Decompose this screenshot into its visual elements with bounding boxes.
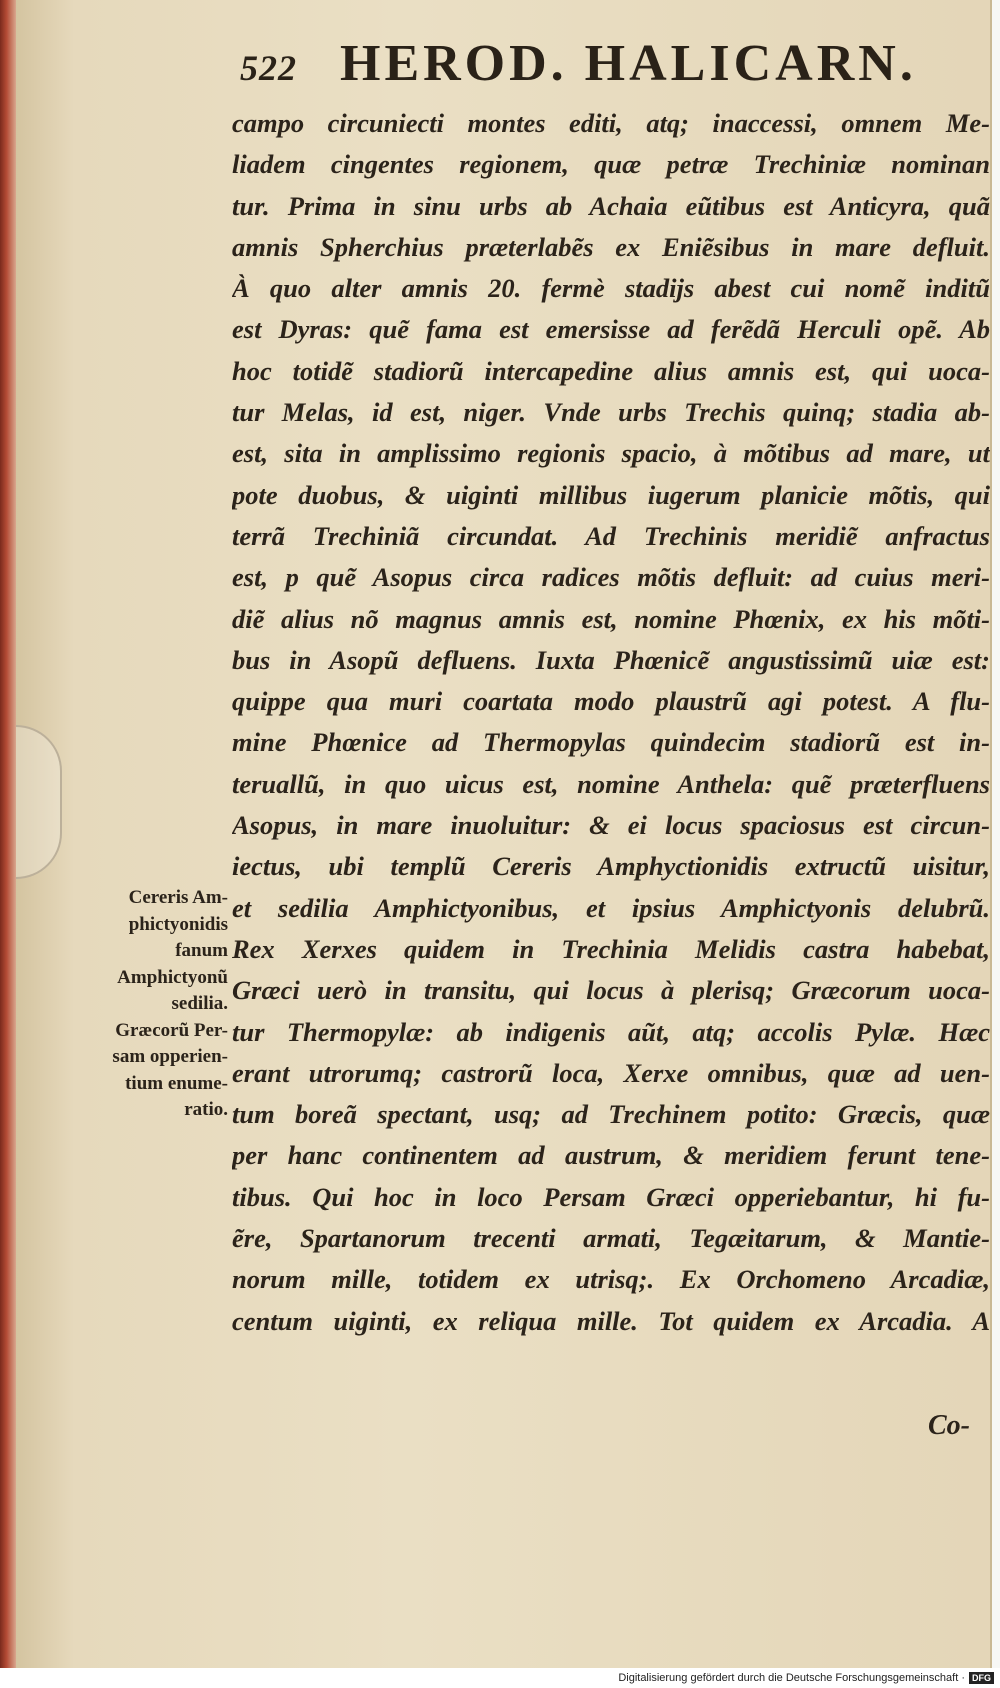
page-number: 522 — [240, 48, 297, 88]
text-line: campo circuniecti montes editi, atq; inaccessi, omnem Me- — [232, 108, 990, 138]
text-line: diẽ alius nõ magnus amnis est, nomine Phœnix, ex his mõti- — [232, 603, 990, 634]
text-line: pote duobus, & uiginti millibus iugerum planicie mõtis, qui — [232, 479, 990, 510]
text-line: per hanc continentem ad austrum, & meridiem ferunt tene- — [232, 1140, 990, 1171]
text-line: tum boreã spectant, usq; ad Trechinem potito: Græcis, quæ — [232, 1099, 990, 1130]
text-line: Rex Xerxes quidem in Trechinia Melidis castra habebat, — [232, 933, 990, 964]
text-line: teruallũ, in quo uicus est, nomine Anthela: quẽ præterfluens — [232, 768, 990, 799]
margin-note-line: Græcorũ Per- — [115, 1019, 228, 1041]
catchword: Co- — [928, 1410, 970, 1441]
text-line: tur. Prima in sinu urbs ab Achaia eũtibus est Anticyra, quã — [232, 190, 990, 221]
text-line: tibus. Qui hoc in loco Persam Græci opperiebantur, hi fu- — [232, 1181, 990, 1212]
body-text — [232, 103, 990, 1342]
text-line: et sedilia Amphictyonibus, et ipsius Amphictyonis delubrũ. — [232, 892, 990, 923]
margin-note-line: tium enume- — [125, 1072, 228, 1094]
text-line: Græci uerò in transitu, qui locus à plerisq; Græcorum uoca- — [232, 975, 990, 1006]
text-line: est Dyras: quẽ fama est emersisse ad ferẽdã Herculi opẽ. Ab — [232, 314, 990, 345]
book-edge — [0, 0, 16, 1668]
text-line: amnis Spherchius præterlabẽs ex Eniẽsibus in mare defluit. — [232, 231, 990, 262]
dfg-logo: DFG — [969, 1672, 994, 1684]
margin-note-line: fanum — [175, 940, 228, 961]
text-line: est, p quẽ Asopus circa radices mõtis defluit: ad cuius meri- — [232, 562, 990, 593]
margin-note-line: sedilia. — [171, 993, 228, 1014]
text-line: tur Melas, id est, niger. Vnde urbs Trechis quinq; stadia ab- — [232, 397, 990, 428]
digitization-footer — [0, 1668, 1000, 1688]
text-line: liadem cingentes regionem, quæ petræ Trechiniæ nominan — [232, 149, 990, 180]
text-line: mine Phœnice ad Thermopylas quindecim stadiorũ est in- — [232, 727, 990, 758]
text-line: Asopus, in mare inuoluitur: & ei locus spaciosus est circun- — [232, 810, 990, 841]
margin-note-line: ratio. — [184, 1099, 228, 1120]
running-title: HEROD. HALICARN. — [340, 35, 917, 92]
text-line: centum uiginti, ex reliqua mille. Tot quidem ex Arcadia. A — [232, 1305, 990, 1336]
margin-note-line: phictyonidis — [128, 913, 228, 935]
text-line: est, sita in amplissimo regionis spacio, à mõtibus ad mare, ut — [232, 438, 990, 469]
margin-note-line: Amphictyonũ — [117, 966, 228, 988]
text-line: ẽre, Spartanorum trecenti armati, Tegæitarum, & Mantie- — [232, 1223, 990, 1254]
running-head — [240, 34, 940, 93]
text-line: hoc totidẽ stadiorũ intercapedine alius amnis est, qui uoca- — [232, 355, 990, 386]
text-line: erant utrorumq; castrorũ loca, Xerxe omnibus, quæ ad uen- — [232, 1057, 990, 1088]
text-line: bus in Asopũ defluens. Iuxta Phœnicẽ angustissimũ uiæ est: — [232, 644, 990, 675]
page-fold-mark — [16, 725, 62, 879]
text-line: quippe qua muri coartata modo plaustrũ agi potest. A flu- — [232, 686, 990, 717]
text-line: norum mille, totidem ex utrisq;. Ex Orchomeno Arcadiæ, — [232, 1264, 990, 1295]
margin-note-line: sam opperien- — [112, 1046, 228, 1067]
text-line: iectus, ubi templũ Cereris Amphyctionidis extructũ uisitur, — [232, 851, 990, 882]
text-line: terrã Trechiniã circundat. Ad Trechinis meridiẽ anfractus — [232, 520, 990, 551]
text-line: À quo alter amnis 20. fermè stadijs abest cui nomẽ inditũ — [232, 273, 990, 304]
funding-credit: Digitalisierung gefördert durch die Deutsche Forschungsgemeinschaft · — [618, 1672, 965, 1684]
margin-note-line: Cereris Am- — [128, 887, 228, 908]
margin-notes — [58, 885, 228, 1124]
text-line: tur Thermopylæ: ab indigenis aũt, atq; accolis Pylæ. Hæc — [232, 1016, 990, 1047]
